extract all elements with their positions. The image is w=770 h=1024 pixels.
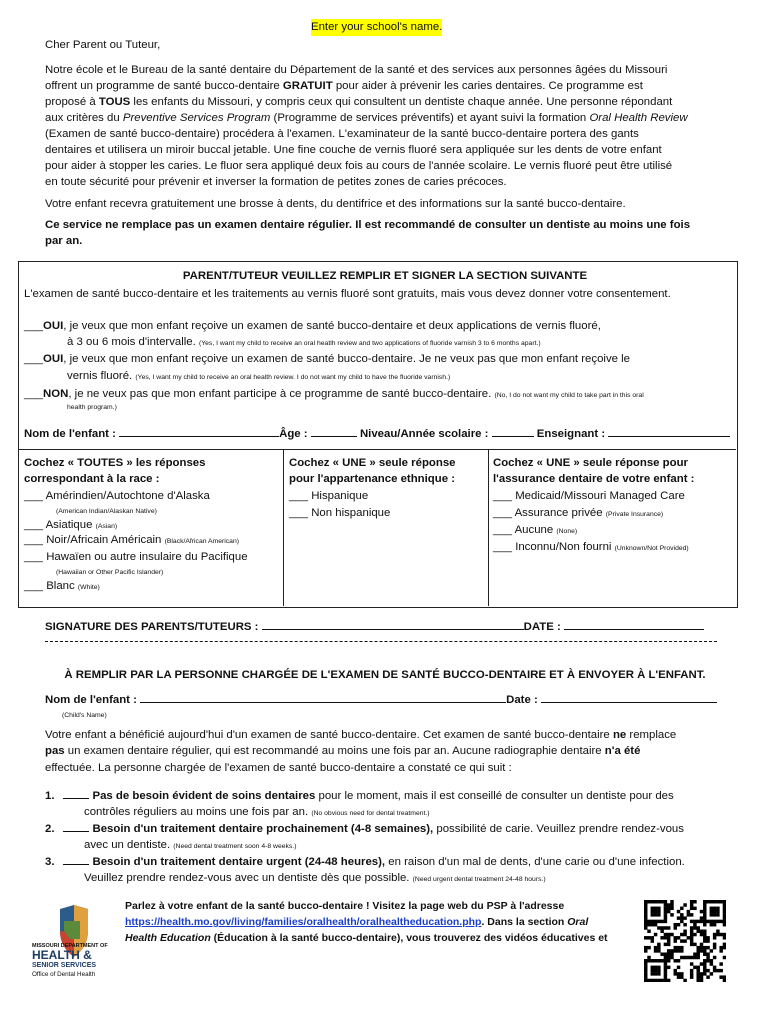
school-name-field[interactable]: Enter your school's name.: [311, 19, 442, 36]
examiner-name-row: Nom de l'enfant : Date :: [45, 691, 717, 709]
qr-code-icon[interactable]: [644, 900, 726, 982]
consent-option-yes-full[interactable]: ___OUI, je veux que mon enfant reçoive un examen de santé bucco-dentaire et deux applications de vernis fluoré,: [24, 320, 601, 332]
child-info-row: Nom de l'enfant : Âge : Niveau/Année scolaire : Enseignant :: [24, 425, 730, 443]
race-option[interactable]: ___ Noir/Africain Américain (Black/African American): [24, 534, 239, 546]
consent-option-no[interactable]: ___NON, je ne veux pas que mon enfant participe à ce programme de santé bucco-dentaire. (No, I do not want my child to take part in this oral: [24, 388, 644, 400]
signature-date-input[interactable]: [564, 618, 704, 630]
child-name-input[interactable]: [119, 425, 279, 437]
insurance-option[interactable]: ___ Inconnu/Non fourni (Unknown/Not Provided): [493, 541, 689, 553]
cut-line: [45, 641, 717, 642]
psp-link[interactable]: https://health.mo.gov/living/families/oralhealth/oralhealtheducation.php: [125, 916, 482, 928]
result-option-3[interactable]: 3. Besoin d'un traitement dentaire urgent (24-48 heures), en raison d'un mal de dents, d'une carie ou d'une infection.: [45, 853, 685, 871]
signature-row: SIGNATURE DES PARENTS/TUTEURS : DATE :: [45, 618, 704, 636]
warning-text: Ce service ne remplace pas un examen dentaire régulier. Il est recommandé de consulter un dentiste au moins une fois: [45, 219, 691, 231]
insurance-option[interactable]: ___ Aucune (None): [493, 524, 578, 536]
grade-input[interactable]: [492, 425, 534, 437]
race-option[interactable]: ___ Hawaïen ou autre insulaire du Pacifique: [24, 551, 248, 563]
consent-title: PARENT/TUTEUR VEUILLEZ REMPLIR ET SIGNER LA SECTION SUIVANTE: [182, 270, 588, 282]
age-input[interactable]: [311, 425, 357, 437]
insurance-option[interactable]: ___ Medicaid/Missouri Managed Care: [493, 490, 685, 502]
ethnicity-option[interactable]: ___ Hispanique: [289, 490, 369, 502]
signature-input[interactable]: [262, 618, 524, 630]
examiner-title: À REMPLIR PAR LA PERSONNE CHARGÉE DE L'EXAMEN DE SANTÉ BUCCO-DENTAIRE ET À ENVOYER À L'ENFANT.: [64, 669, 706, 681]
race-option[interactable]: ___ Blanc (White): [24, 580, 100, 592]
race-option[interactable]: ___ Amérindien/Autochtone d'Alaska: [24, 490, 210, 502]
salutation: Cher Parent ou Tuteur,: [45, 39, 161, 51]
teacher-input[interactable]: [608, 425, 730, 437]
examiner-date-input[interactable]: [541, 691, 717, 703]
race-option[interactable]: ___ Asiatique (Asian): [24, 519, 118, 531]
ethnicity-option[interactable]: ___ Non hispanique: [289, 507, 391, 519]
result-option-1[interactable]: 1. Pas de besoin évident de soins dentaires pour le moment, mais il est conseillé de consulter un dentiste pour des: [45, 787, 674, 805]
consent-option-yes-no-varnish[interactable]: ___OUI, je veux que mon enfant reçoive un examen de santé bucco-dentaire. Je ne veux pas que mon enfant reçoive le: [24, 353, 631, 365]
insurance-option[interactable]: ___ Assurance privée (Private Insurance): [493, 507, 664, 519]
dhss-logo: MISSOURI DEPARTMENT OF HEALTH & SENIOR SERVICES Office of Dental Health: [30, 903, 120, 1013]
consent-subtitle: L'examen de santé bucco-dentaire et les traitements au vernis fluoré sont gratuits, mais vous devez donner votre consentement.: [24, 288, 671, 300]
footer-text: Parlez à votre enfant de la santé bucco-dentaire ! Visitez la page web du PSP à l'adresse: [125, 900, 565, 912]
examiner-child-name-input[interactable]: [140, 691, 506, 703]
result-option-2[interactable]: 2. Besoin d'un traitement dentaire prochainement (4-8 semaines), possibilité de carie. Veuillez prendre rendez-vous: [45, 820, 684, 838]
